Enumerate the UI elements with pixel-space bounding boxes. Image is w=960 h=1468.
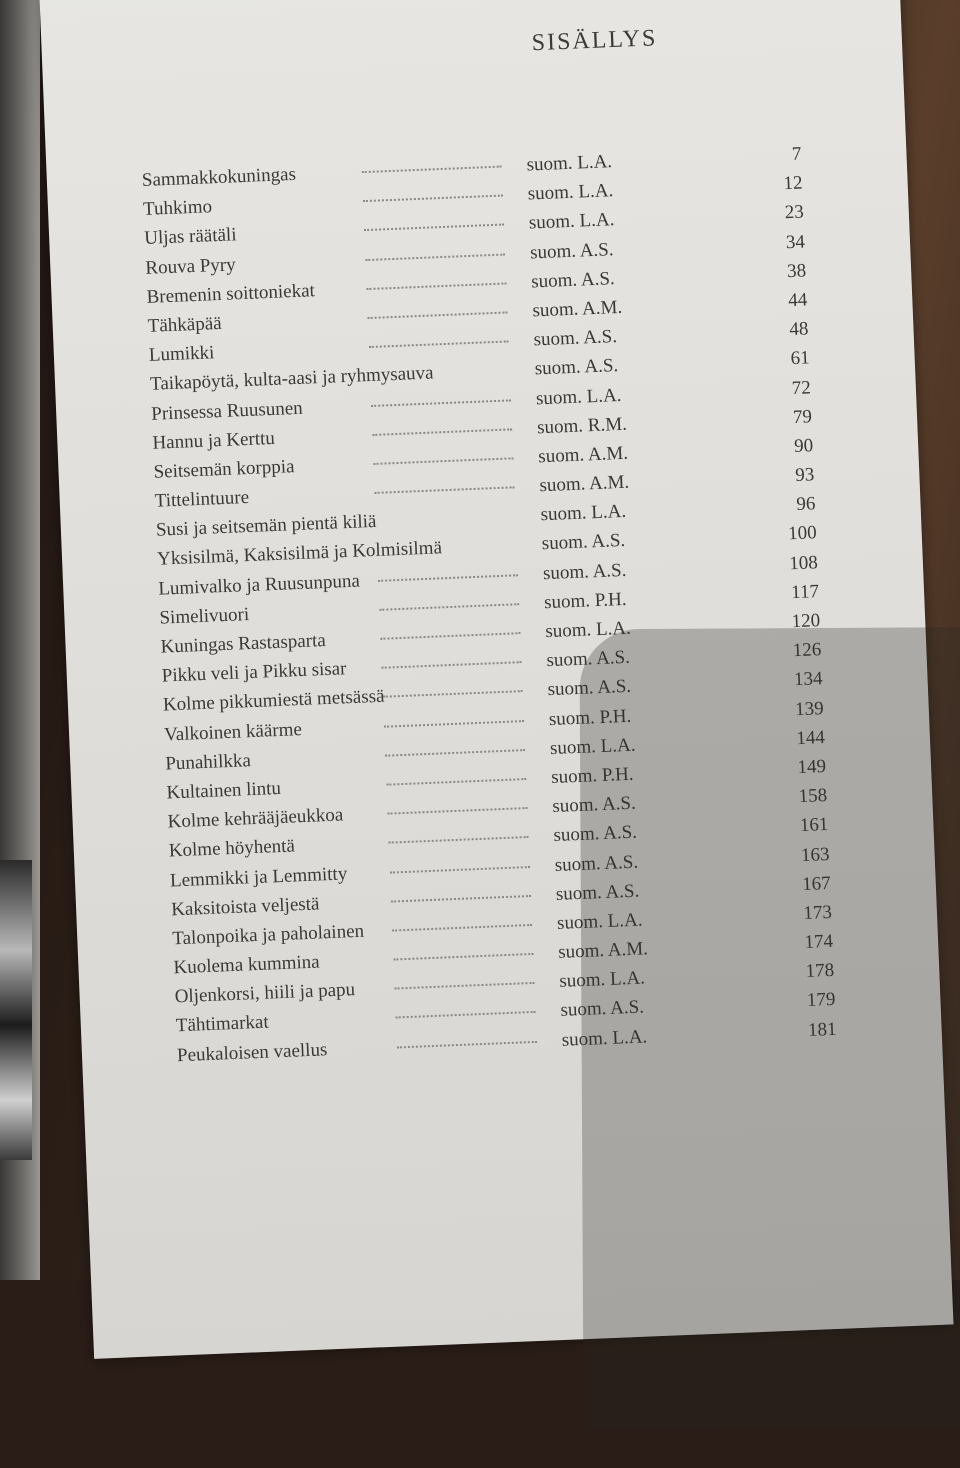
page-number: 72	[791, 376, 812, 399]
story-title: Uljas räätäli	[143, 224, 237, 250]
page-number: 178	[805, 960, 835, 983]
story-title: Yksisilmä, Kaksisilmä ja Kolmisilmä	[156, 537, 443, 571]
story-title: Hannu ja Kerttu	[152, 427, 276, 454]
translator-credit: suom. A.S.	[530, 267, 616, 293]
translator-credit: suom. P.H.	[548, 705, 632, 730]
dot-leaders	[372, 428, 512, 436]
dot-leaders	[397, 1040, 537, 1048]
page-number: 126	[792, 639, 822, 662]
page-number: 167	[801, 872, 832, 895]
page-number: 61	[790, 347, 811, 370]
translator-credit: suom. A.S.	[547, 676, 632, 701]
dot-leaders	[371, 399, 511, 407]
translator-credit: suom. A.S.	[551, 792, 637, 818]
story-title: Simelivuori	[159, 603, 250, 629]
page-number: 93	[794, 464, 815, 487]
story-title: Kuolema kummina	[173, 951, 321, 979]
story-title: Lumikki	[148, 342, 215, 366]
dot-leaders	[366, 282, 506, 290]
dot-leaders	[369, 341, 509, 349]
translator-credit: suom. A.M.	[537, 442, 629, 468]
page-number: 174	[804, 930, 834, 954]
translator-credit: suom. A.S.	[542, 559, 627, 584]
story-title: Valkoinen käärme	[163, 718, 303, 746]
book-page	[38, 0, 953, 1359]
translator-credit: suom. L.A.	[558, 967, 646, 993]
story-title: Tähtimarkat	[175, 1012, 270, 1037]
page-number: 173	[802, 901, 833, 924]
translator-credit: suom. L.A.	[540, 501, 627, 526]
dot-leaders	[386, 778, 526, 786]
page-number: 158	[798, 785, 828, 808]
dot-leaders	[392, 924, 532, 932]
translator-credit: suom. A.M.	[539, 471, 630, 497]
page-number: 179	[806, 989, 836, 1012]
page-number: 100	[787, 522, 818, 545]
page-number: 117	[790, 580, 820, 604]
story-title: Tähkäpää	[147, 312, 222, 337]
story-title: Kolme kehrääjäeukkoa	[167, 804, 344, 833]
story-title: Kolme pikkumiestä metsässä	[162, 686, 385, 716]
story-title: Oljenkorsi, hiili ja papu	[174, 979, 356, 1008]
translator-credit: suom. A.S.	[546, 647, 631, 672]
dot-leaders	[379, 603, 519, 611]
page-number: 163	[800, 843, 830, 866]
page-number: 161	[799, 814, 829, 837]
translator-credit: suom. P.H.	[550, 763, 634, 788]
translator-credit: suom. L.A.	[549, 734, 636, 759]
page-title: SISÄLLYS	[531, 25, 658, 57]
dot-leaders	[380, 632, 520, 640]
dot-leaders	[373, 457, 513, 465]
story-title: Kolme höyhentä	[168, 835, 296, 862]
story-title: Tuhkimo	[142, 196, 213, 221]
dot-leaders	[396, 1011, 536, 1019]
story-title: Taikapöytä, kulta-aasi ja ryhmysauva	[149, 362, 434, 396]
translator-credit: suom. P.H.	[543, 588, 627, 614]
page-number: 34	[785, 231, 806, 253]
translator-credit: suom. L.A.	[556, 909, 643, 934]
dot-leaders	[378, 574, 518, 582]
story-title: Seitsemän korppia	[153, 456, 295, 483]
dot-leaders	[375, 486, 515, 494]
translator-credit: suom. L.A.	[526, 151, 613, 176]
dot-leaders	[390, 865, 530, 873]
dot-leaders	[388, 807, 528, 815]
dot-leaders	[384, 720, 524, 728]
page-number: 48	[789, 318, 809, 341]
story-title: Susi ja seitsemän pientä kiliä	[155, 511, 377, 541]
translator-credit: suom. A.S.	[529, 238, 614, 264]
story-title: Rouva Pyry	[145, 253, 237, 279]
facing-page-illustration	[0, 860, 32, 1160]
translator-credit: suom. A.S.	[553, 821, 638, 847]
page-number: 181	[807, 1018, 837, 1041]
table-of-contents	[142, 144, 838, 1075]
dot-leaders	[364, 224, 504, 232]
translator-credit: suom. A.S.	[560, 996, 645, 1022]
story-title: Pikku veli ja Pikku sisar	[161, 658, 347, 687]
translator-credit: suom. A.S.	[554, 851, 639, 876]
story-title: Kaksitoista veljestä	[170, 893, 320, 921]
dot-leaders	[363, 195, 503, 203]
page-number: 139	[794, 697, 825, 720]
dot-leaders	[393, 953, 533, 961]
translator-credit: suom. L.A.	[535, 384, 622, 409]
story-title: Sammakkokuningas	[141, 163, 297, 191]
page-number: 149	[797, 755, 827, 779]
story-title: Punahilkka	[164, 749, 252, 775]
translator-credit: suom. L.A.	[528, 209, 615, 234]
page-number: 38	[786, 260, 807, 282]
translator-credit: suom. A.S.	[555, 880, 640, 905]
translator-credit: suom. L.A.	[544, 617, 632, 643]
page-number: 7	[791, 143, 802, 165]
page-number: 144	[795, 726, 826, 749]
story-title: Tittelintuure	[154, 487, 250, 512]
translator-credit: suom. R.M.	[536, 413, 628, 439]
story-title: Bremenin soittoniekat	[146, 279, 316, 308]
translator-credit: suom. A.S.	[541, 530, 626, 555]
story-title: Kultainen lintu	[166, 777, 282, 804]
page-number: 134	[793, 668, 823, 691]
page-number: 23	[784, 201, 805, 224]
page-number: 44	[787, 289, 808, 312]
dot-leaders	[383, 691, 523, 699]
story-title: Prinsessa Ruusunen	[150, 397, 304, 425]
dot-leaders	[365, 253, 505, 261]
translator-credit: suom. A.M.	[557, 938, 649, 963]
translator-credit: suom. A.S.	[533, 326, 618, 351]
story-title: Kuningas Rastasparta	[160, 630, 327, 658]
page-number: 90	[793, 435, 814, 457]
translator-credit: suom. L.A.	[527, 180, 614, 205]
story-title: Lumivalko ja Ruusunpuna	[157, 570, 361, 600]
dot-leaders	[385, 749, 525, 757]
dot-leaders	[368, 311, 508, 319]
page-number: 12	[783, 172, 803, 195]
dot-leaders	[395, 982, 535, 990]
translator-credit: suom. L.A.	[561, 1026, 648, 1051]
story-title: Talonpoika ja paholainen	[171, 920, 365, 950]
page-number: 79	[792, 406, 813, 428]
page-number: 108	[788, 551, 819, 574]
story-title: Lemmikki ja Lemmitty	[169, 862, 348, 891]
page-number: 120	[791, 610, 821, 633]
translator-credit: suom. A.M.	[532, 296, 623, 322]
story-title: Peukaloisen vaellus	[176, 1038, 328, 1066]
page-number: 96	[796, 493, 816, 516]
translator-credit: suom. A.S.	[534, 355, 619, 380]
dot-leaders	[382, 661, 522, 669]
dot-leaders	[389, 836, 529, 844]
dot-leaders	[362, 166, 502, 174]
dot-leaders	[391, 895, 531, 903]
